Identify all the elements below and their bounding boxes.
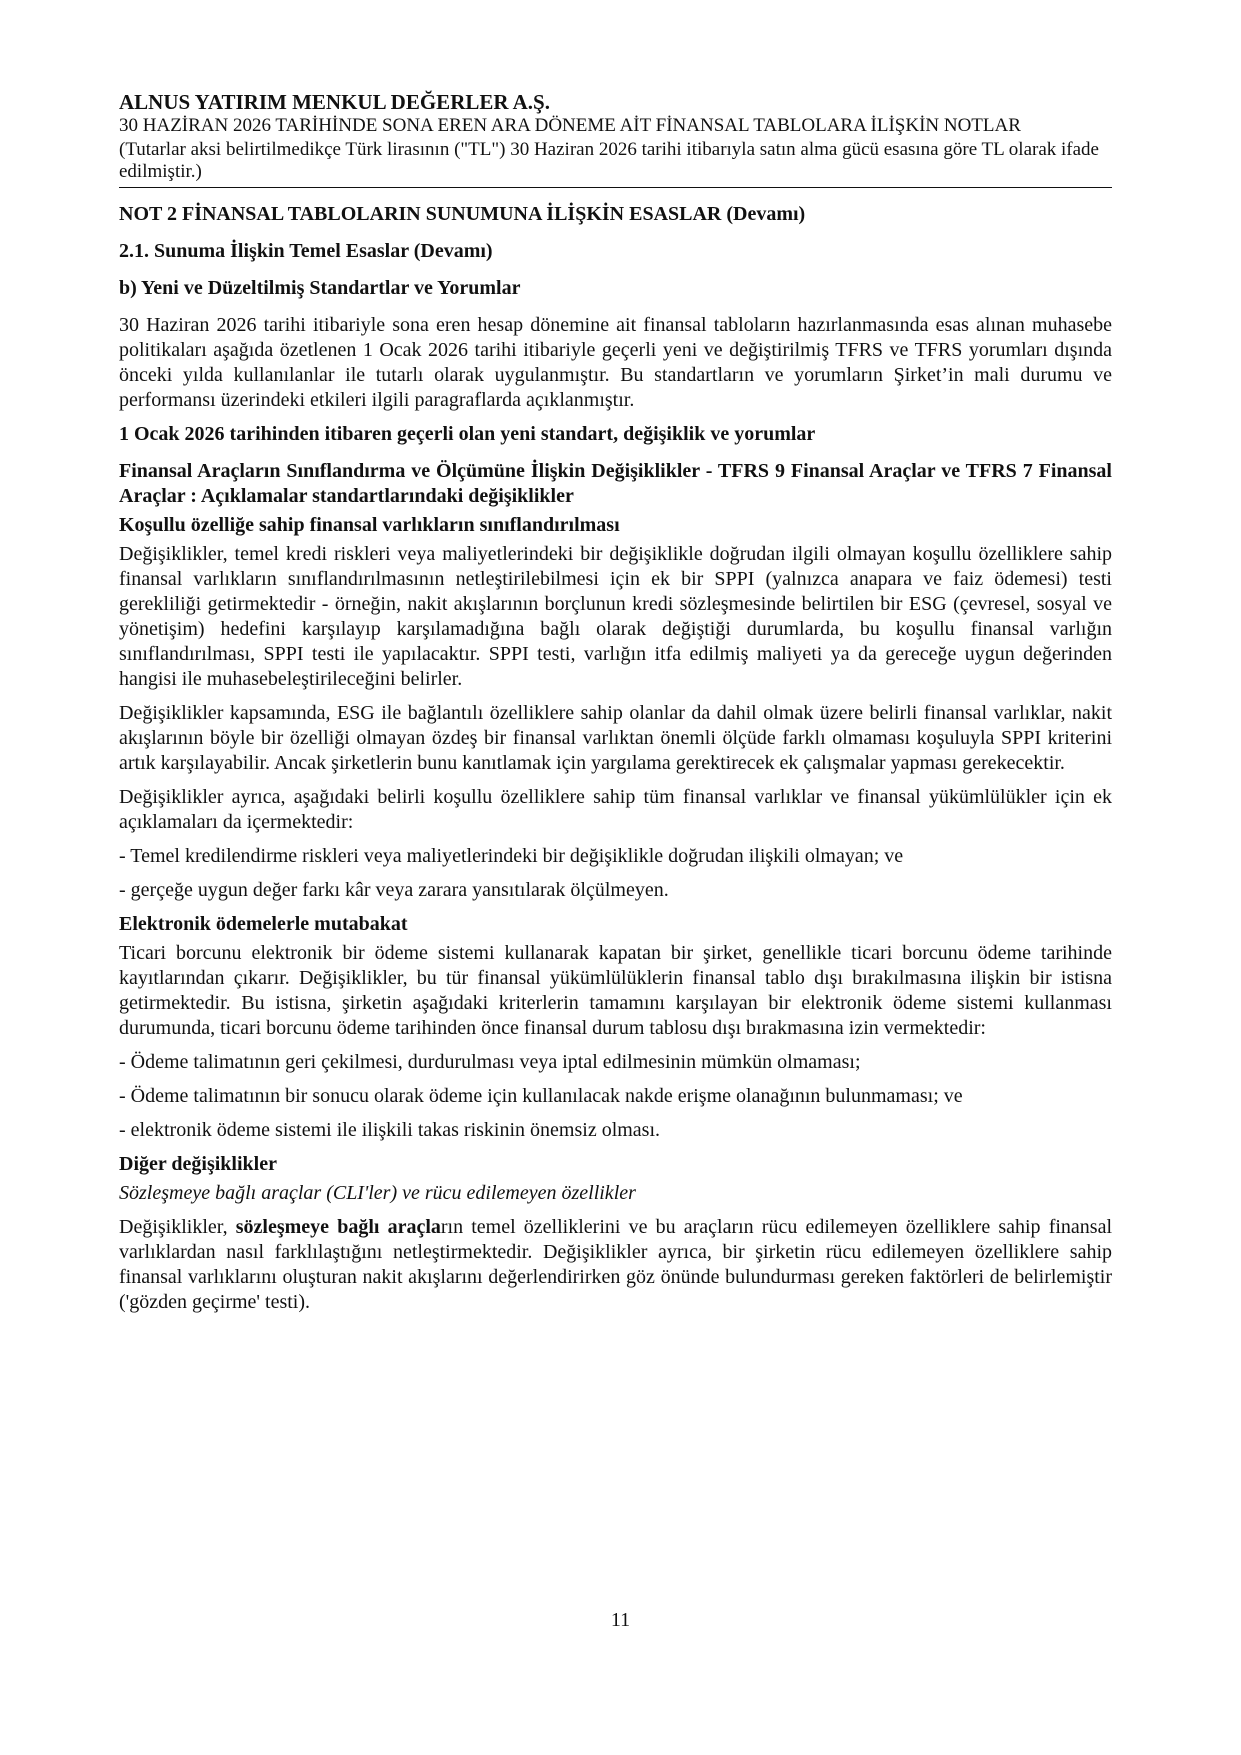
conditional-paragraph-3: Değişiklikler ayrıca, aşağıdaki belirli koşullu özelliklere sahip tüm finansal varlıklar ve finansal yükümlülükler için ek açıklamaları da içermektedir: — [119, 786, 1112, 833]
electronic-paragraph: Ticari borcunu elektronik bir ödeme sistemi kullanarak kapatan bir şirket, genellikle ticari borcunu ödeme tarihinde kayıtlarından çıkarır. Değişiklikler, bu tür finansal yükümlülüklerin finansal tablo dışı bırakılmasına ilişkin bir istisna getirmektedir. Bu istisna, şirketin aşağıdaki kriterlerin tamamını karşılayan bir elektronik ödeme sistemi kullanması durumunda, ticari borcunu ödeme tarihinden önce finansal durum tablosu dışı bırakmasına izin vermektedir: — [119, 942, 1112, 1039]
section-title: 2.1. Sunuma İlişkin Temel Esaslar (Devamı) — [119, 240, 493, 262]
conditional-list-item: - Temel kredilendirme riskleri veya maliyetlerindeki bir değişiklikle doğrudan ilişkili olmayan; ve — [119, 845, 904, 867]
other-paragraph — [119, 1215, 1112, 1315]
electronic-list-item: - Ödeme talimatının geri çekilmesi, durdurulması veya iptal edilmesinin mümkün olmaması; — [119, 1051, 861, 1073]
effective-heading: 1 Ocak 2026 tarihinden itibaren geçerli olan yeni standart, değişiklik ve yorumlar — [119, 423, 816, 445]
report-title: 30 HAZİRAN 2026 TARİHİNDE SONA EREN ARA DÖNEME AİT FİNANSAL TABLOLARA İLİŞKİN NOTLAR — [119, 115, 1021, 136]
other-paragraph-start: Değişiklikler, — [119, 1216, 236, 1238]
page-number: 11 — [610, 1609, 631, 1631]
conditional-paragraph-2: Değişiklikler kapsamında, ESG ile bağlantılı özelliklere sahip olanlar da dahil olmak üzere belirli finansal varlıklar, nakit akışlarının böyle bir özelliği olmayan özdeş bir finansal varlıktan önemli ölçüde farklı olmaması koşuluyla SPPI kriterini artık karşılayabilir. Ancak şirketlerin bunu kanıtlamak için yargılama gerektirecek ek çalışmalar yapması gerekecektir. — [119, 702, 1112, 774]
document-page — [119, 85, 1112, 1324]
intro-paragraph: 30 Haziran 2026 tarihi itibariyle sona eren hesap dönemine ait finansal tabloların hazırlanmasında esas alınan muhasebe politikaları aşağıda özetlenen 1 Ocak 2026 tarihi itibariyle geçerli yeni ve değiştirilmiş TFRS ve TFRS yorumları dışında önceki yılda kullanılanlar ile tutarlı olarak uygulanmıştır. Bu standartların ve yorumların Şirket’in mali durumu ve performansı üzerindeki etkileri ilgili paragraflarda açıklanmıştır. — [119, 314, 1112, 411]
header-divider — [119, 187, 1112, 188]
other-paragraph-bold: sözleşmeye bağlı araçla — [235, 1216, 441, 1238]
note-title: NOT 2 FİNANSAL TABLOLARIN SUNUMUNA İLİŞKİN ESASLAR (Devamı) — [119, 203, 806, 225]
electronic-heading: Elektronik ödemelerle mutabakat — [119, 913, 408, 935]
electronic-list-item: - elektronik ödeme sistemi ile ilişkili takas riskinin önemsiz olması. — [119, 1119, 661, 1141]
report-subtitle: (Tutarlar aksi belirtilmedikçe Türk lirasının ("TL") 30 Haziran 2026 tarihi itibarıyla satın alma gücü esasına göre TL olarak ifade edilmiştir.) — [119, 139, 1099, 182]
other-heading: Diğer değişiklikler — [119, 1153, 277, 1175]
subsection-title: b) Yeni ve Düzeltilmiş Standartlar ve Yorumlar — [119, 277, 521, 299]
electronic-list-item: - Ödeme talimatının bir sonucu olarak ödeme için kullanılacak nakde erişme olanağının bulunmaması; ve — [119, 1085, 963, 1107]
conditional-list-item: - gerçeğe uygun değer farkı kâr veya zarara yansıtılarak ölçülmeyen. — [119, 879, 669, 901]
conditional-heading: Koşullu özelliğe sahip finansal varlıkların sınıflandırılması — [119, 514, 620, 536]
cli-italic-heading: Sözleşmeye bağlı araçlar (CLI'ler) ve rücu edilemeyen özellikler — [119, 1182, 636, 1204]
company-name: ALNUS YATIRIM MENKUL DEĞERLER A.Ş. — [119, 90, 550, 114]
conditional-paragraph-1: Değişiklikler, temel kredi riskleri veya maliyetlerindeki bir değişiklikle doğrudan ilgili olmayan koşullu özelliklere sahip finansal varlıkların sınıflandırılmasının netleştirilebilmesi için ek bir SPPI (yalnızca anapara ve faiz ödemesi) testi gerekliliği getirmektedir - örneğin, nakit akışlarının borçlunun kredi sözleşmesinde belirtilen bir ESG (çevresel, sosyal ve yönetişim) hedefini karşılayıp karşılamadığına bağlı olarak değiştiği durumlarda, bu koşullu finansal varlığın sınıflandırılması, SPPI testi ile yapılacaktır. SPPI testi, varlığın itfa edilmiş maliyeti ya da gereceğe uygun değerinden hangisi ile muhasebeleştirileceğini belirler. — [119, 543, 1112, 690]
amendment-heading: Finansal Araçların Sınıflandırma ve Ölçümüne İlişkin Değişiklikler - TFRS 9 Finansal Araçlar ve TFRS 7 Finansal Araçlar : Açıklamalar standartlarındaki değişiklikler — [119, 460, 1112, 507]
other-paragraph-rest: rın temel özelliklerini ve bu araçların rücu edilemeyen özelliklere sahip finansal varlıklardan nasıl farklılaştığını netleştirmektedir. Değişiklikler ayrıca, bir şirketin rücu edilemeyen özelliklere sahip finansal varlıklarını oluşturan nakit akışlarını değerlendirirken göz önünde bulundurması gereken faktörleri de belirlemiştir ('gözden geçirme' testi). — [119, 1216, 1112, 1313]
